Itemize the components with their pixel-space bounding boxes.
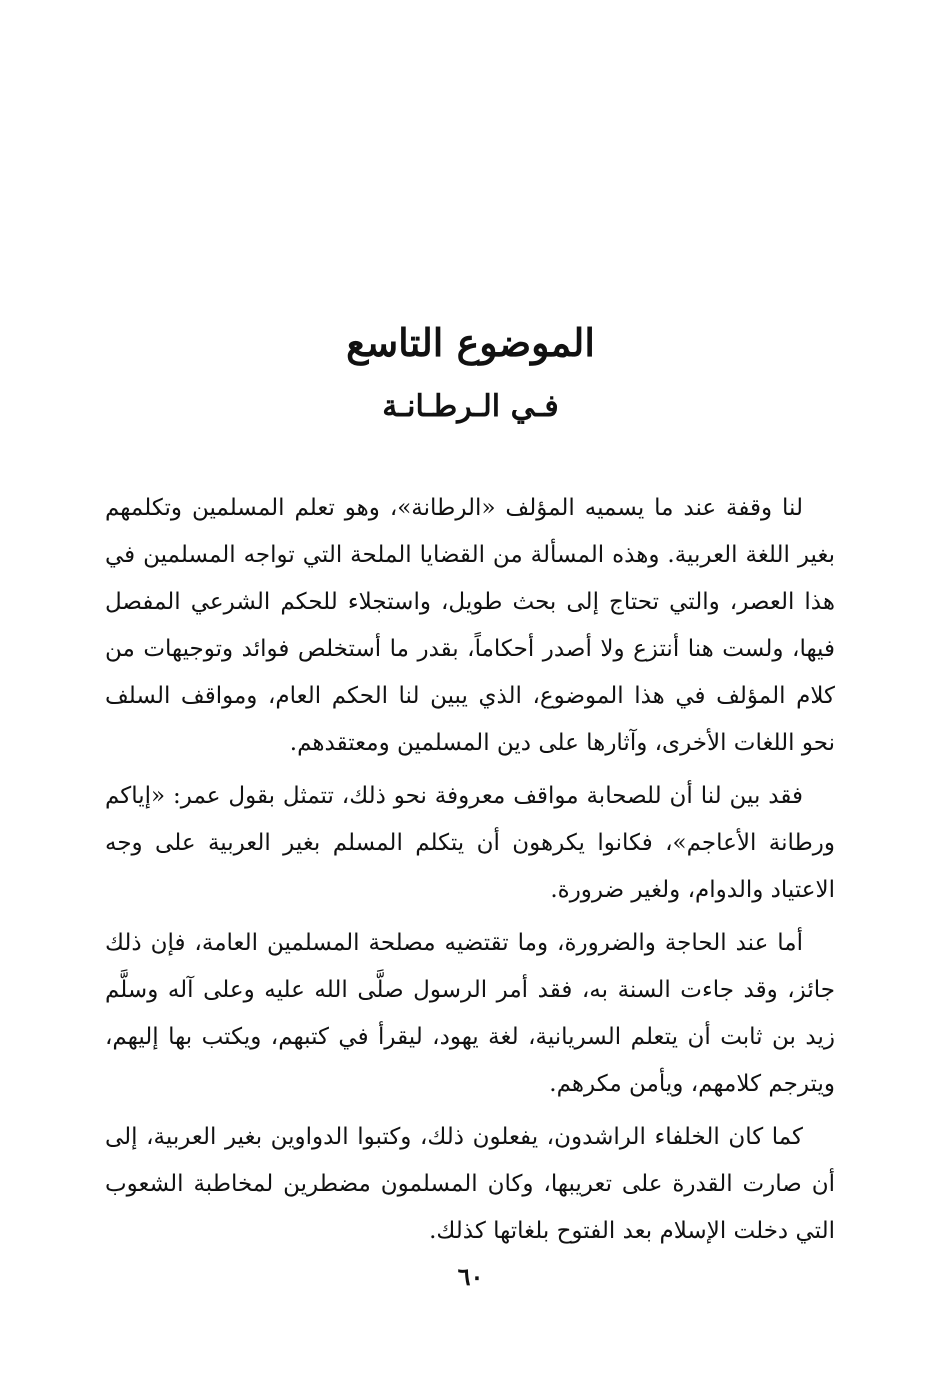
- page-number: ٦٠: [457, 1262, 484, 1291]
- paragraph-1: لنا وقفة عند ما يسميه المؤلف «الرطانة»، وهو تعلم المسلمين وتكلمهم بغير اللغة العربية. وهذه المسألة من القضايا الملحة التي تواجه المسلمين في هذا العصر، والتي تحتاج إلى بحث طويل، واستجلاء للحكم الشرعي المفصل فيها، ولست هنا أنتزع ولا أصدر أحكاماً، بقدر ما أستخلص فوائد وتوجيهات من كلام المؤلف في هذا الموضوع، الذي يبين لنا الحكم العام، ومواقف السلف نحو اللغات الأخرى، وآثارها على دين المسلمين ومعتقدهم.: [105, 495, 835, 756]
- chapter-subtitle: فـي الـرطـانـة: [382, 389, 559, 424]
- paragraph-3: أما عند الحاجة والضرورة، وما تقتضيه مصلحة المسلمين العامة، فإن ذلك جائز، وقد جاءت السنة به، فقد أمر الرسول صلَّى الله عليه وعلى آله وسلَّم زيد بن ثابت أن يتعلم السريانية، لغة يهود، ليقرأ في كتبهم، ويكتب بها إليهم، ويترجم كلامهم، ويأمن مكرهم.: [105, 930, 835, 1097]
- paragraph-2: فقد بين لنا أن للصحابة مواقف معروفة نحو ذلك، تتمثل بقول عمر: «إياكم ورطانة الأعاجم»، فكانوا يكرهون أن يتكلم المسلم بغير العربية على وجه الاعتياد والدوام، ولغير ضرورة.: [105, 783, 835, 903]
- paragraph-4: كما كان الخلفاء الراشدون، يفعلون ذلك، وكتبوا الدواوين بغير العربية، إلى أن صارت القدرة على تعريبها، وكان المسلمون مضطرين لمخاطبة الشعوب التي دخلت الإسلام بعد الفتوح بلغاتها كذلك.: [105, 1124, 835, 1244]
- chapter-title: الموضوع التاسع: [346, 320, 595, 365]
- body-text: [105, 485, 835, 1255]
